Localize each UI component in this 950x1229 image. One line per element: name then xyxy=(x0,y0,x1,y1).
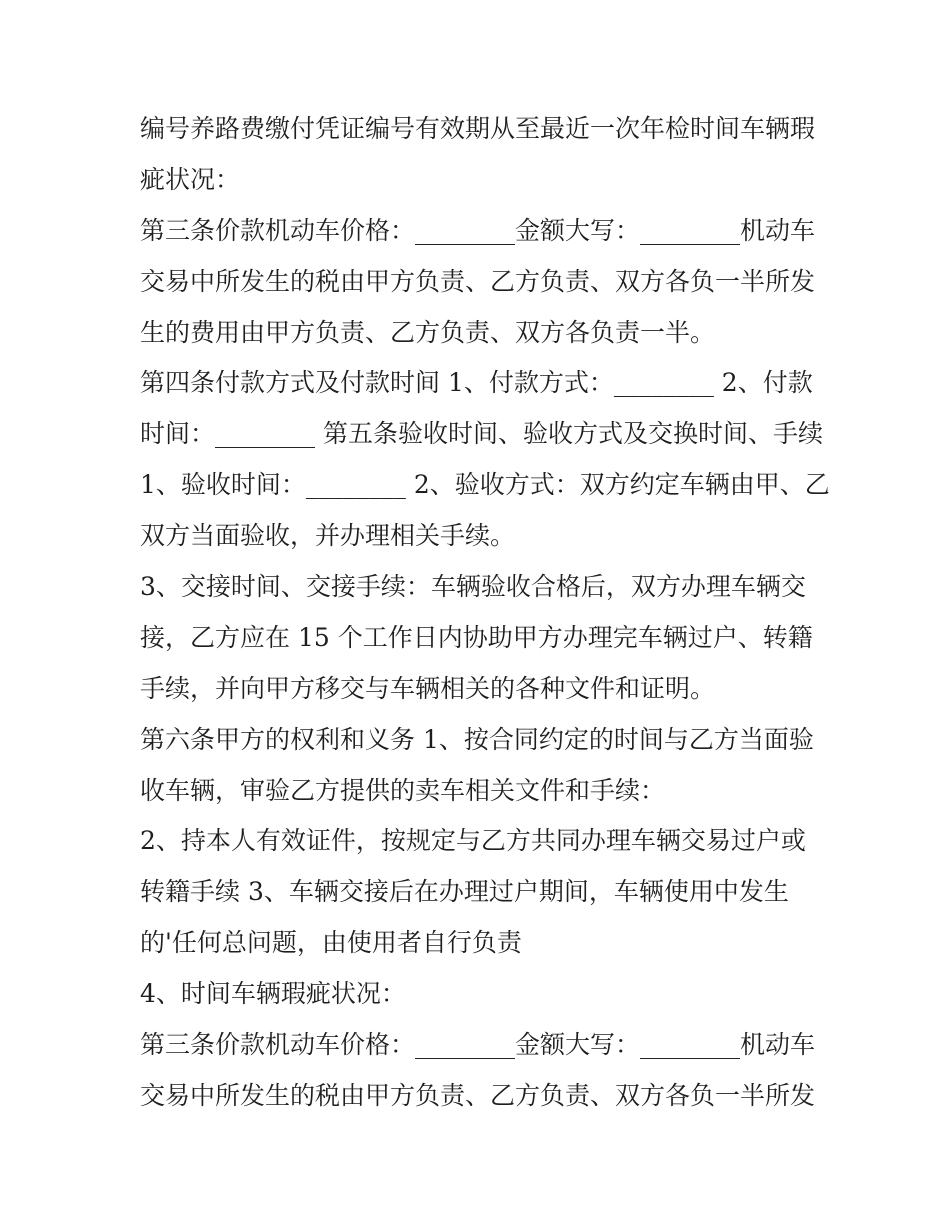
text-line: 时间：________ 第五条验收时间、验收方式及交换时间、手续 xyxy=(140,419,823,449)
text-line: 疵状况： xyxy=(140,164,241,194)
text-line: 收车辆，审验乙方提供的卖车相关文件和手续： xyxy=(140,775,666,805)
text-line: 的'任何总问题，由使用者自行负责 xyxy=(140,928,522,958)
text-line: 生的费用由甲方负责、乙方负责、双方各负责一半。 xyxy=(140,317,716,347)
text-line: 转籍手续 3、车辆交接后在办理过户期间，车辆使用中发生 xyxy=(140,877,789,907)
text-line: 2、持本人有效证件，按规定与乙方共同办理车辆交易过户或 xyxy=(140,826,806,856)
text-line: 交易中所发生的税由甲方负责、乙方负责、双方各负一半所发 xyxy=(140,266,816,296)
text-line: 手续，并向甲方移交与车辆相关的各种文件和证明。 xyxy=(140,673,716,703)
text-line: 第三条价款机动车价格：________金额大写：________机动车 xyxy=(140,1030,816,1060)
text-line: 第四条付款方式及付款时间 1、付款方式：________ 2、付款 xyxy=(140,368,813,398)
text-line: 第三条价款机动车价格：________金额大写：________机动车 xyxy=(140,215,816,245)
text-line: 3、交接时间、交接手续：车辆验收合格后，双方办理车辆交 xyxy=(140,572,806,602)
text-line: 编号养路费缴付凭证编号有效期从至最近一次年检时间车辆瑕 xyxy=(140,114,816,143)
text-line: 双方当面验收，并办理相关手续。 xyxy=(140,521,516,551)
text-line: 第六条甲方的权利和义务 1、按合同约定的时间与乙方当面验 xyxy=(140,724,814,754)
text-line: 1、验收时间：________ 2、验收方式：双方约定车辆由甲、乙 xyxy=(140,470,830,500)
document-body xyxy=(140,104,830,1122)
text-line: 交易中所发生的税由甲方负责、乙方负责、双方各负一半所发 xyxy=(140,1080,816,1110)
text-line: 接，乙方应在 15 个工作日内协助甲方办理完车辆过户、转籍 xyxy=(140,622,813,652)
text-line: 4、时间车辆瑕疵状况： xyxy=(140,979,406,1009)
